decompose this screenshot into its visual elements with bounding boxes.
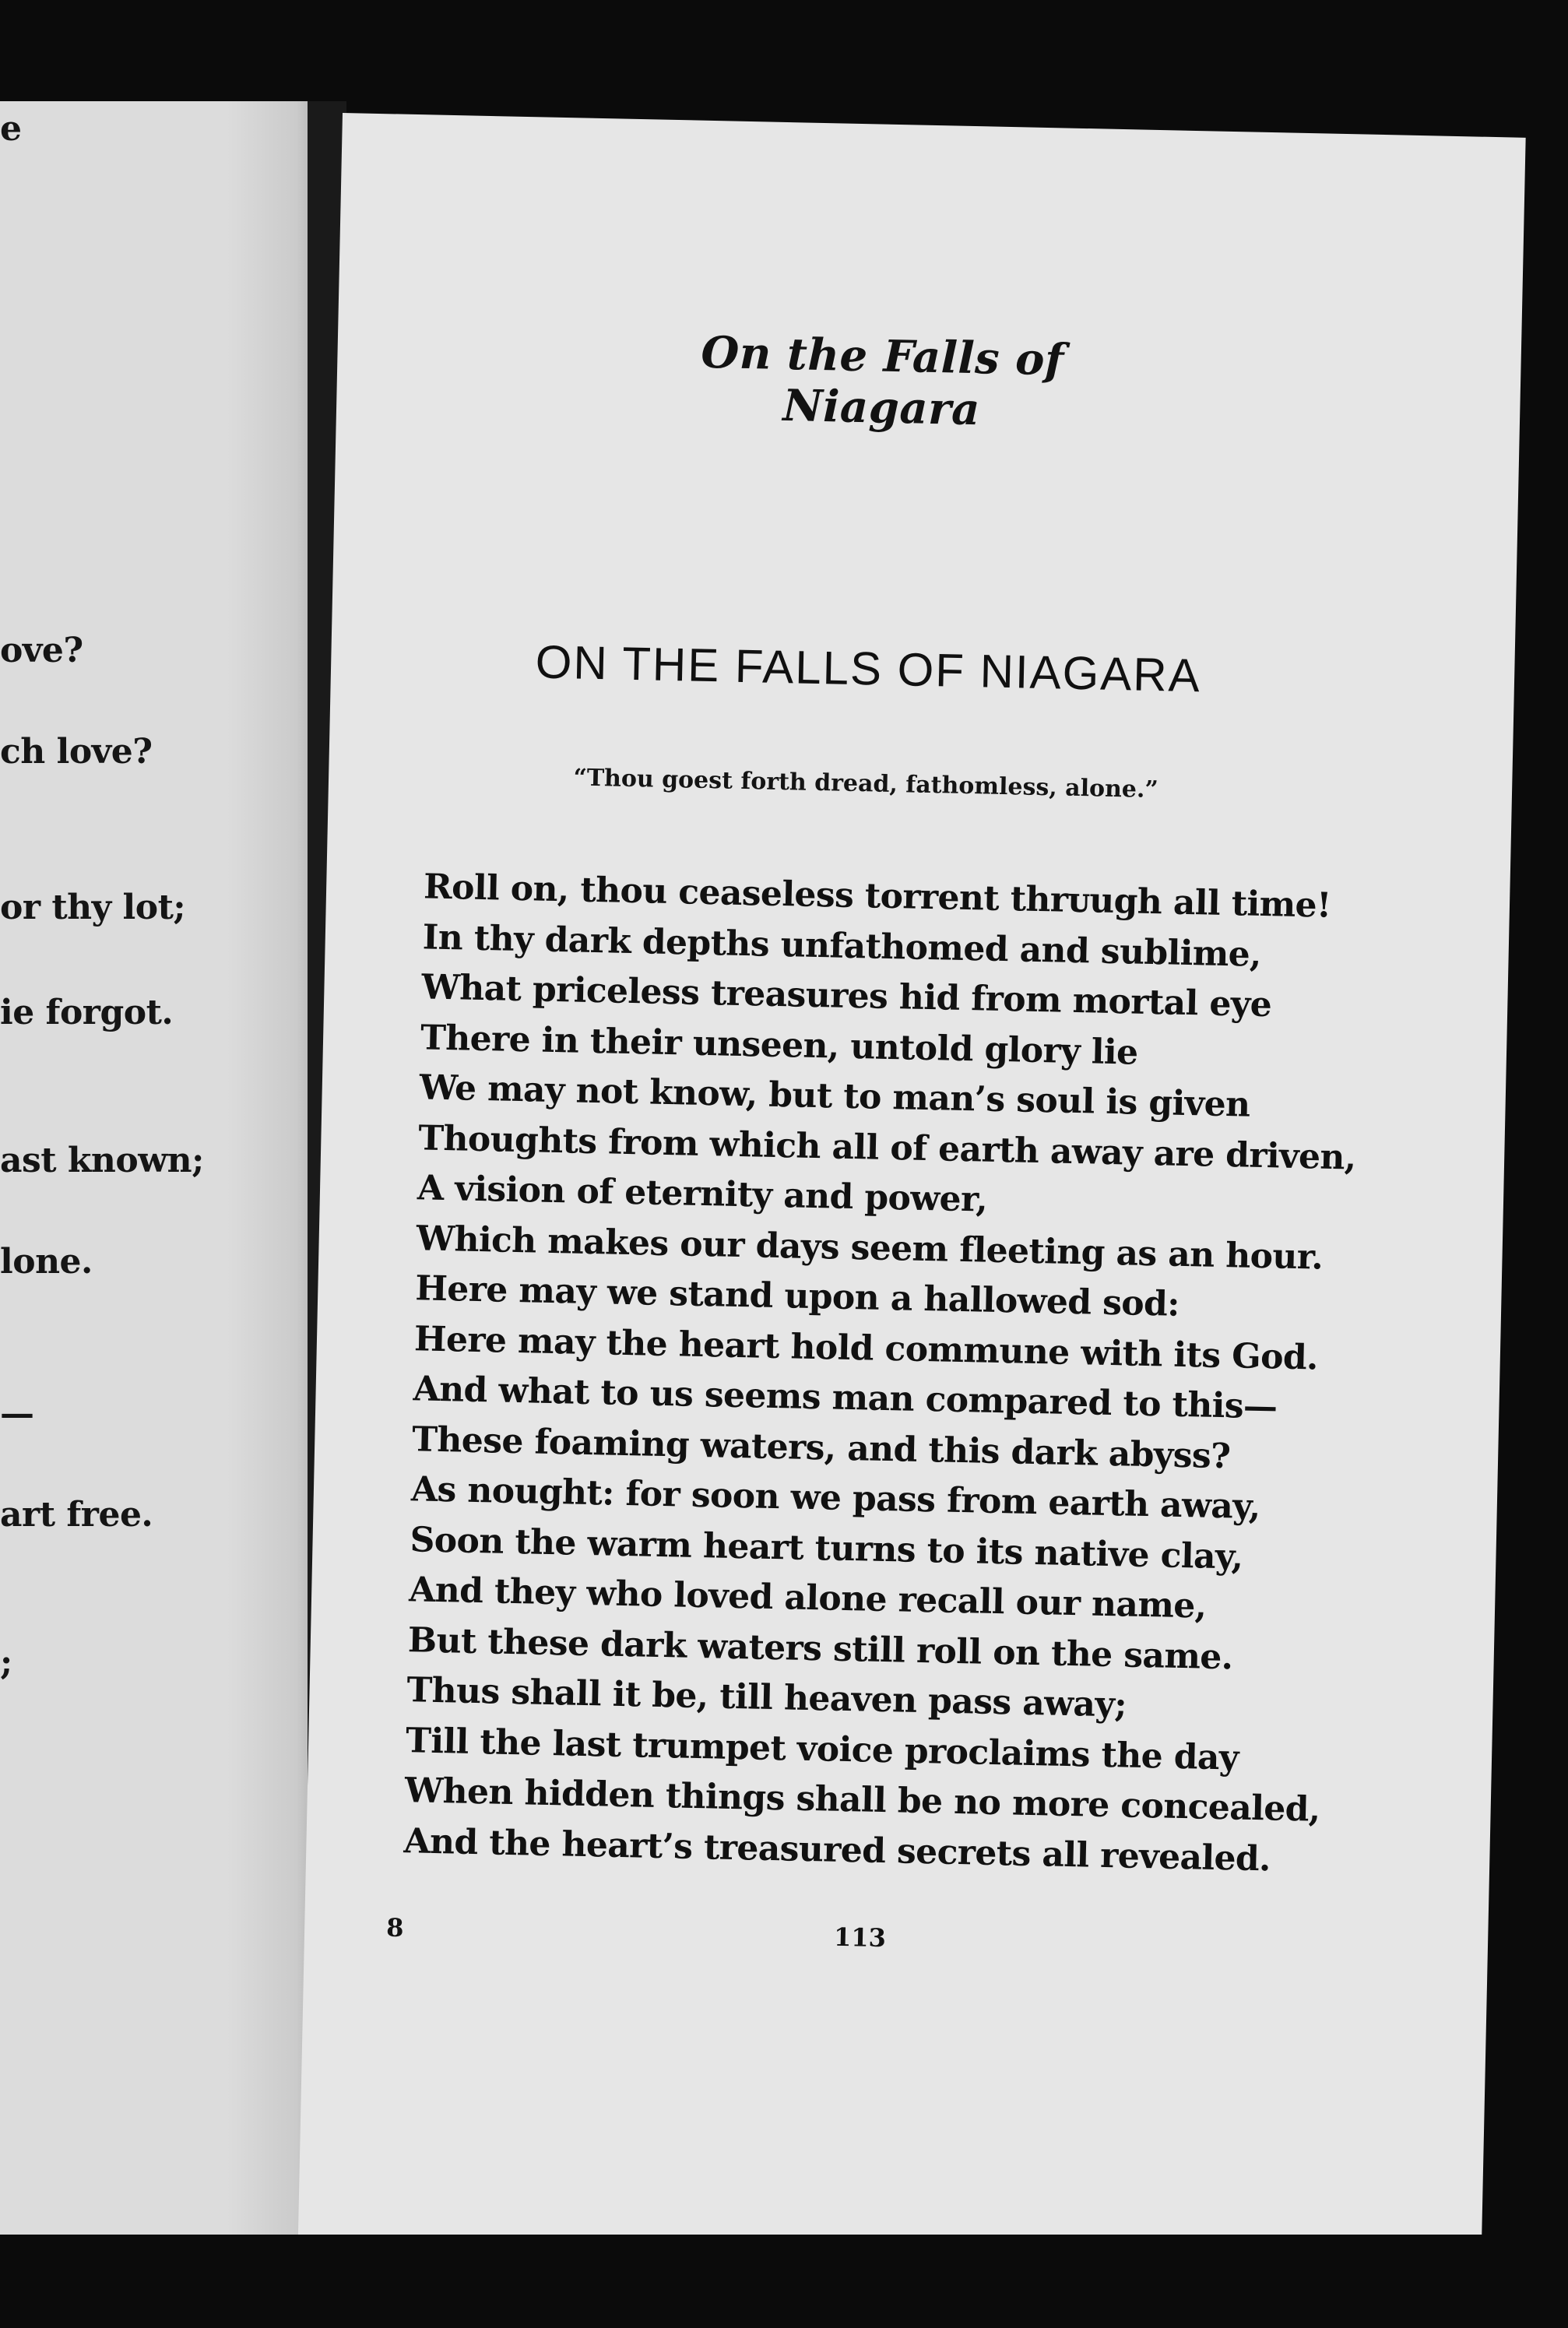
poem-line: And the heart’s treasured secrets all revealed. (403, 1820, 1271, 1879)
left-page-text-fragment: ch love? (0, 732, 153, 772)
poem-body (403, 862, 1359, 1886)
poem-line: When hidden things shall be no more concealed, (404, 1771, 1321, 1830)
page-number: 113 (833, 1922, 887, 1953)
left-facing-page (0, 101, 308, 2235)
left-page-text-fragment: ie forgot. (0, 993, 174, 1032)
left-page-text-fragment: or thy lot; (0, 888, 186, 927)
poem-line: And they who loved alone recall our name, (408, 1570, 1207, 1626)
left-page-text-fragment: e (0, 109, 22, 149)
poem-line: Which makes our days seem fleeting as an hour. (416, 1218, 1324, 1278)
right-page (298, 113, 1526, 2270)
poem-line: Till the last trumpet voice proclaims the day (405, 1720, 1239, 1778)
left-page-text-fragment: ove? (0, 631, 83, 670)
left-page-text-fragment: — (0, 1394, 34, 1433)
left-page-text-fragment: art free. (0, 1495, 153, 1535)
poem-line: Here may the heart hold commune with its God. (413, 1318, 1319, 1378)
left-page-text-fragment: ast known; (0, 1141, 204, 1180)
signature-mark: 8 (385, 1912, 404, 1943)
poem-line: Here may we stand upon a hallowed sod: (414, 1268, 1180, 1324)
poem-line: Thoughts from which all of earth away are driven, (417, 1117, 1357, 1178)
poem-line: What priceless treasures hid from mortal eye (420, 967, 1272, 1025)
poem-line: We may not know, but to man’s soul is given (419, 1067, 1250, 1125)
scan-bottom-edge (0, 2235, 1568, 2328)
running-head: On the Falls of Niagara (700, 326, 1065, 436)
left-page-text-fragment: lone. (0, 1242, 93, 1282)
poem-line: As nought: for soon we pass from earth away, (410, 1469, 1261, 1528)
left-page-text-fragment: ; (0, 1643, 12, 1683)
poem-line: Thus shall it be, till heaven pass away; (406, 1670, 1127, 1725)
poem-title: ON THE FALLS OF NIAGARA (535, 635, 1202, 702)
poem-line: These foaming waters, and this dark abyss? (411, 1419, 1231, 1476)
poem-line: But these dark waters still roll on the same. (407, 1619, 1233, 1677)
poem-line: In thy dark depths unfathomed and sublime, (422, 916, 1262, 975)
epigraph: “Thou goest forth dread, fathomless, alone.” (573, 764, 1159, 804)
poem-line: Roll on, thou ceaseless torrent thrᴜugh all time! (423, 867, 1332, 926)
poem-line: There in their unseen, untold glory lie (420, 1017, 1139, 1073)
poem-line: Soon the warm heart turns to its native clay, (410, 1519, 1243, 1577)
poem-line: A vision of eternity and power, (417, 1168, 988, 1220)
poem-line: And what to us seems man compared to this— (413, 1369, 1278, 1427)
